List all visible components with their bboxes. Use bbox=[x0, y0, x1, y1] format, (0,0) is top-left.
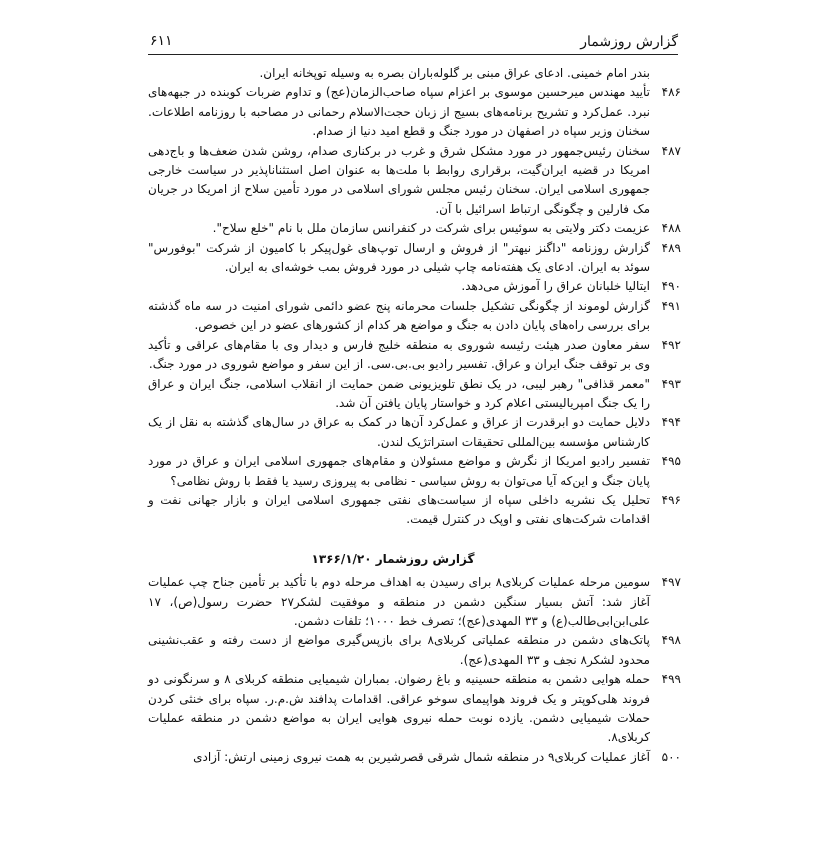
entry-number: ۴۹۰ bbox=[661, 279, 681, 294]
entry-item bbox=[148, 631, 681, 670]
entry-text: گزارش لوموند از چگونگی تشکیل جلسات محرمانه پنج عضو دائمی شورای امنیت در سه ماه گذشته برای بررسی راه‌های پایان دادن به جنگ و مواضع هر کدام از کشورهای عضو در این خصوص. bbox=[148, 298, 650, 333]
entry-item bbox=[148, 670, 681, 748]
entry-text: سومین مرحله عملیات کربلای۸ برای رسیدن به اهداف مرحله دوم با تأکید بر تأمین جناح چپ عملیات آغاز شد: آتش بسیار سنگین دشمن در منطقه و موفقیت لشکر۲۷ حضرت رسول(ص)، ۱۷ علی‌ابن‌ابی‌طالب(ع) و ۳۳ المهدی(عج)؛ تصرف خط ۱۰۰۰؛ تلفات دشمن. bbox=[148, 575, 651, 628]
page-content bbox=[148, 64, 681, 767]
entry-item bbox=[148, 83, 681, 141]
entry-item bbox=[148, 297, 681, 336]
entry-text: پاتک‌های دشمن در منطقه عملیاتی کربلای۸ برای بازپس‌گیری مواضع از دست رفته و عقب‌نشینی محدود لشکر۸ نجف و ۳۳ المهدی(عج). bbox=[148, 633, 650, 667]
entry-number: ۴۸۷ bbox=[661, 143, 681, 158]
entry-item bbox=[148, 491, 681, 530]
entry-item bbox=[148, 336, 681, 375]
entry-item bbox=[148, 573, 681, 631]
entry-number: ۴۹۳ bbox=[661, 376, 681, 391]
entry-text: عزیمت دکتر ولایتی به سوئیس برای شرکت در کنفرانس سازمان ملل با نام "خلع سلاح". bbox=[212, 221, 650, 236]
entry-item bbox=[148, 413, 681, 452]
entry-list-b bbox=[148, 573, 681, 767]
entry-number: ۵۰۰ bbox=[661, 749, 681, 764]
entry-text: گزارش روزنامه "داگنز نیهتر" از فروش و ارسال توپ‌های غول‌پیکر با کامیون از شرکت "بوفورس" سوئد به ایران. ادعای یک هفته‌نامه چاپ شیلی در مورد فروش بمب خوشه‌ای به ایران. bbox=[148, 240, 650, 275]
intro-paragraph: بندر امام خمینی. ادعای عراق مبنی بر گلوله‌باران بصره به وسیله توپخانه ایران. bbox=[259, 66, 650, 80]
entry-number: ۴۹۷ bbox=[661, 575, 681, 590]
entry-text: تأیید مهندس میرحسین موسوی بر اعزام سپاه صاحب‌الزمان(عج) و تداوم ضربات کوبنده در جبهه‌های نبرد. عمل‌کرد و تشریح برنامه‌های بسیج از زبان حجت‌الاسلام رحمانی در مصاحبه با روزنامه اطلاعات. سخنان وزیر سپاه در اصفهان در مورد جنگ و قطع امید دنیا از صدام. bbox=[148, 85, 650, 139]
entry-text: ایتالیا خلبانان عراق را آموزش می‌دهد. bbox=[461, 279, 650, 294]
entry-number: ۴۸۹ bbox=[661, 240, 681, 255]
entry-text: تحلیل یک نشریه داخلی سپاه از سیاست‌های نفتی جمهوری اسلامی ایران و بازار جهانی نفت و اقدامات شرکت‌های نفتی و اوپک در کنترل قیمت. bbox=[148, 492, 650, 527]
entry-number: ۴۹۶ bbox=[661, 492, 681, 507]
entry-item bbox=[148, 239, 681, 278]
entry-number: ۴۹۸ bbox=[661, 633, 681, 648]
entry-text: حمله هوایی دشمن به منطقه حسینیه و باغ رضوان. بمباران شیمیایی منطقه کربلای ۸ و سرنگونی دو فروند هلی‌کوپتر و یک فروند هواپیمای سوخو عراقی. اقدامات پدافند ش.م.ر. سپاه برای خنثی کردن حملات شیمیایی دشمن. یازده نوبت حمله نیروی هوایی ایران به مواضع دشمن در منطقه عملیات کربلای۸. bbox=[148, 672, 650, 745]
entry-item bbox=[148, 452, 681, 491]
entry-item bbox=[148, 748, 681, 767]
entry-item bbox=[148, 375, 681, 414]
entry-number: ۴۸۸ bbox=[661, 221, 681, 236]
entry-text: تفسیر رادیو امریکا از نگرش و مواضع مسئولان و مقام‌های جمهوری اسلامی ایران و عراق در مورد پایان جنگ و این‌که آیا می‌توان به روش سیاسی - نظامی به پیروزی رسید یا فقط با روش نظامی؟ bbox=[148, 454, 650, 488]
entry-number: ۴۹۹ bbox=[661, 672, 681, 687]
entry-number: ۴۹۱ bbox=[661, 298, 681, 313]
entry-item bbox=[148, 219, 681, 238]
entry-number: ۴۹۴ bbox=[661, 415, 681, 430]
page-number: ۶۱۱ bbox=[150, 33, 173, 49]
entry-text: سفر معاون صدر هیئت رئیسه شوروی به منطقه خلیج فارس و دیدار وی با مقام‌های عراقی و تأکید وی بر توقف جنگ ایران و عراق. تفسیر رادیو بی.بی.سی. از این سفر و مواضع شوروی در مورد جنگ. bbox=[148, 337, 650, 372]
entry-number: ۴۹۲ bbox=[661, 337, 681, 352]
entry-text: آغاز عملیات کربلای۹ در منطقه شمال شرقی قصرشیرین به همت نیروی زمینی ارتش: آزادی bbox=[193, 749, 650, 764]
entry-number: ۴۹۵ bbox=[661, 454, 681, 469]
entry-number: ۴۸۶ bbox=[661, 85, 681, 100]
section-title: گزارش روزشمار ۱۳۶۶/۱/۲۰ bbox=[311, 551, 475, 566]
entry-item bbox=[148, 277, 681, 296]
entry-text: "معمر قذافی" رهبر لیبی، در یک نطق تلویزیونی ضمن حمایت از انقلاب اسلامی، جنگ ایران و عراق را یک جنگ امپریالیستی اعلام کرد و خواستار پایان یافتن آن شد. bbox=[148, 376, 650, 410]
entry-text: دلایل حمایت دو ابرقدرت از عراق و عمل‌کرد آن‌ها در کمک به عراق در سال‌های گذشته به نقل از یک کارشناس مؤسسه بین‌المللی تحقیقات استراتژیک لندن. bbox=[148, 415, 650, 449]
entry-text: سخنان رئیس‌جمهور در مورد مشکل شرق و غرب در برکناری صدام، روشن شدن ضعف‌ها و باج‌دهی امریکا در قضیه ایران‌گیت، برقراری روابط با ملت‌ها به عنوان اصل استثناناپذیر در سیاست خارجی جمهوری اسلامی ایران. سخنان رئیس مجلس شورای اسلامی در مورد تأمین سلاح از امریکا در جریان مک فارلین و چگونگی ارتباط اسرائیل با آن. bbox=[148, 143, 650, 216]
entry-item bbox=[148, 142, 681, 220]
entry-list-a bbox=[148, 83, 681, 529]
running-header bbox=[148, 32, 678, 55]
header-title: گزارش روزشمار bbox=[580, 34, 678, 50]
